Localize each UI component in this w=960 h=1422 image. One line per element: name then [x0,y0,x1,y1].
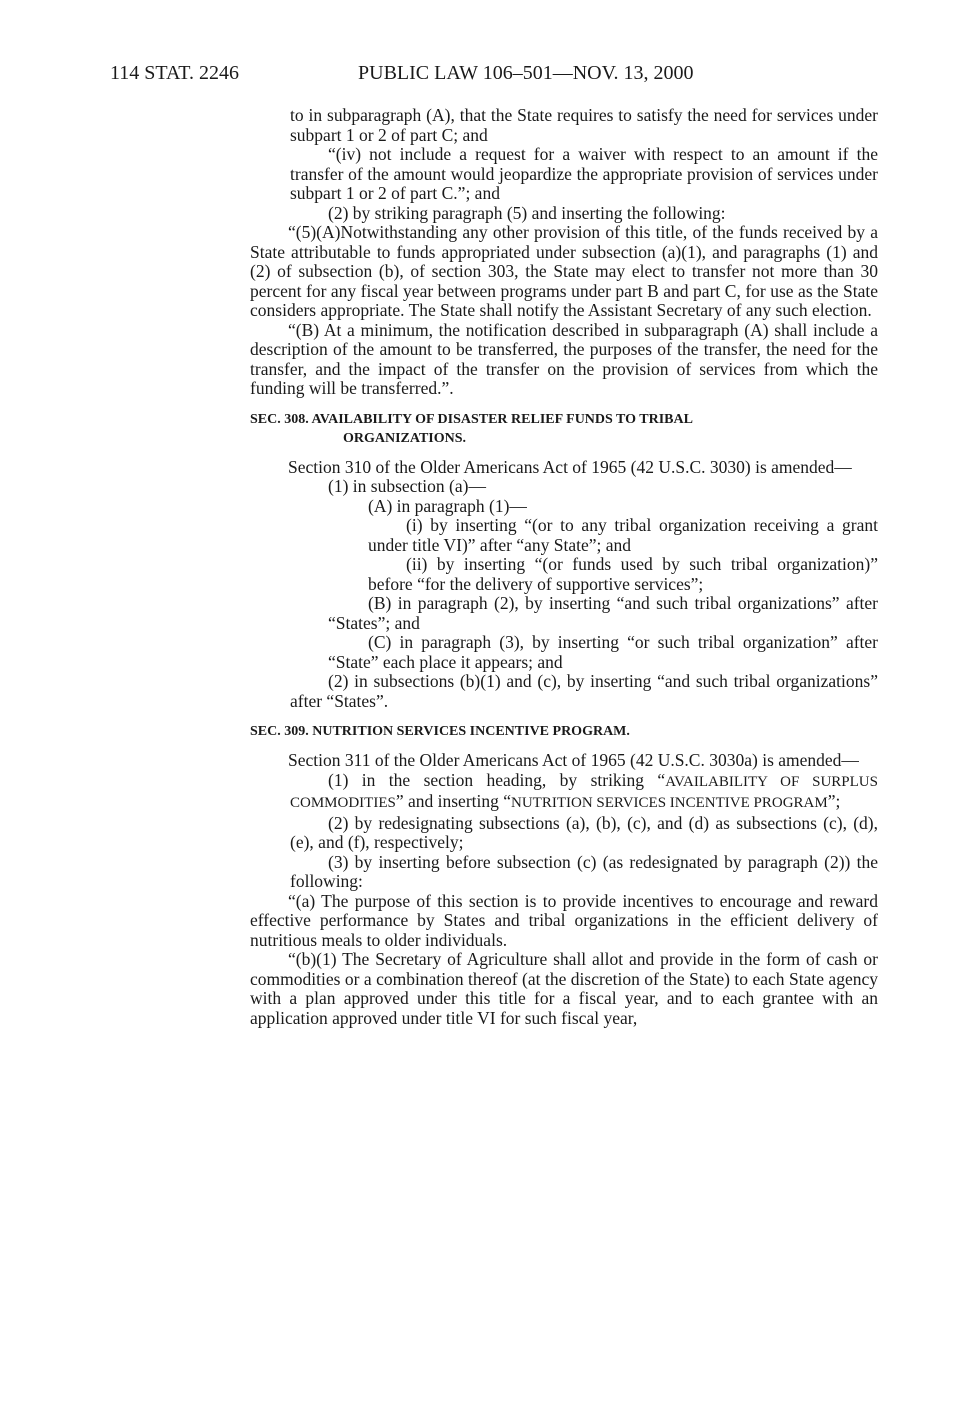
section-309-item-1 [250,771,878,814]
section-308-intro: Section 310 of the Older Americans Act of 1965 (42 U.S.C. 3030) is amended— [288,456,852,477]
section-308-item-i: (i) by inserting “(or to any tribal organization receiving a grant under title VI)” after “any State”; and [368,515,878,555]
section-308-item-ii: (ii) by inserting “(or funds used by such tribal organization)” before “for the delivery of supportive services”; [368,554,878,594]
page-header [110,58,840,88]
section-309-heading [250,722,878,741]
paragraph-iv: “(iv) not include a request for a waiver with respect to an amount if the transfer of the amount would jeopardize the appropriate provision of services under subpart 1 or 2 of part C.”; and [290,144,878,203]
paragraph-5B: “(B) At a minimum, the notification described in subparagraph (A) shall include a description of the amount to be transferred, the purposes of the transfer, the need for the transfer, and the impact of the transfer on the provision of services from which the funding will be transferred.”. [250,319,878,398]
section-308-item-C: (C) in paragraph (3), by inserting “or such tribal organization” after “State” each place it appears; and [328,632,878,672]
section-308-item-B: (B) in paragraph (2), by inserting “and such tribal organizations” after “States”; and [328,593,878,633]
page-reference: 114 STAT. 2246 [110,62,239,84]
section-308-label: SEC. 308. [250,411,309,427]
section-309-item-2: (2) by redesignating subsections (a), (b), (c), and (d) as subsections (c), (d), (e), and (f), respectively; [290,812,878,852]
item1-new-heading: NUTRITION SERVICES INCENTIVE PROGRAM [511,795,828,811]
item1-pre: (1) in the section heading, by striking “ [328,769,666,790]
section-309-subsection-a: “(a) The purpose of this section is to provide incentives to encourage and reward effective performance by States and tribal organizations in the efficient delivery of nutritious meals to older individuals. [250,890,878,950]
section-309-title: NUTRITION SERVICES INCENTIVE PROGRAM. [312,724,630,739]
law-reference: PUBLIC LAW 106–501—NOV. 13, 2000 [358,62,694,84]
paragraph-continuation: to in subparagraph (A), that the State requires to satisfy the need for services under subpart 1 or 2 of part C; and [290,105,878,145]
section-308-heading [250,410,878,448]
section-308-title: AVAILABILITY OF DISASTER RELIEF FUNDS TO TRIBAL [311,411,693,427]
section-309-intro: Section 311 of the Older Americans Act of 1965 (42 U.S.C. 3030a) is amended— [288,750,859,770]
paragraph-5A: “(5)(A)Notwithstanding any other provision of this title, of the funds received by a State attributable to funds appropriated under subsection (a)(1), and paragraphs (1) and (2) of subsection (b), of section 303, the State may elect to transfer not more than 30 percent for any fiscal year between programs under part B and part C, for use as the State considers appropriate. The State shall notify the Assistant Secretary of any such election. [250,222,878,320]
document-body [250,106,878,1028]
section-308-item-1: (1) in subsection (a)— [328,476,486,496]
section-308-item-2: (2) in subsections (b)(1) and (c), by inserting “and such tribal organizations” after “States”. [290,671,878,711]
section-308-title-cont: ORGANIZATIONS. [343,430,467,446]
paragraph-2-strike: (2) by striking paragraph (5) and inserting the following: [328,202,726,223]
section-309-item-3: (3) by inserting before subsection (c) (as redesignated by paragraph (2)) the following: [290,851,878,891]
item1-mid: ” and inserting “ [395,791,512,811]
item1-struck-heading: AVAILABILITY OF SURPLUS COMMODITIES [290,773,878,811]
section-309-label: SEC. 309. [250,724,309,739]
section-308-item-A: (A) in paragraph (1)— [368,495,527,516]
section-309-subsection-b1: “(b)(1) The Secretary of Agriculture shall allot and provide in the form of cash or commodities or a combination thereof (at the discretion of the State) to each State agency with a plan approved under this title for a fiscal year, and to each grantee with an application approved under title VI for such fiscal year, [250,949,878,1028]
item1-post: ”; [827,791,841,811]
